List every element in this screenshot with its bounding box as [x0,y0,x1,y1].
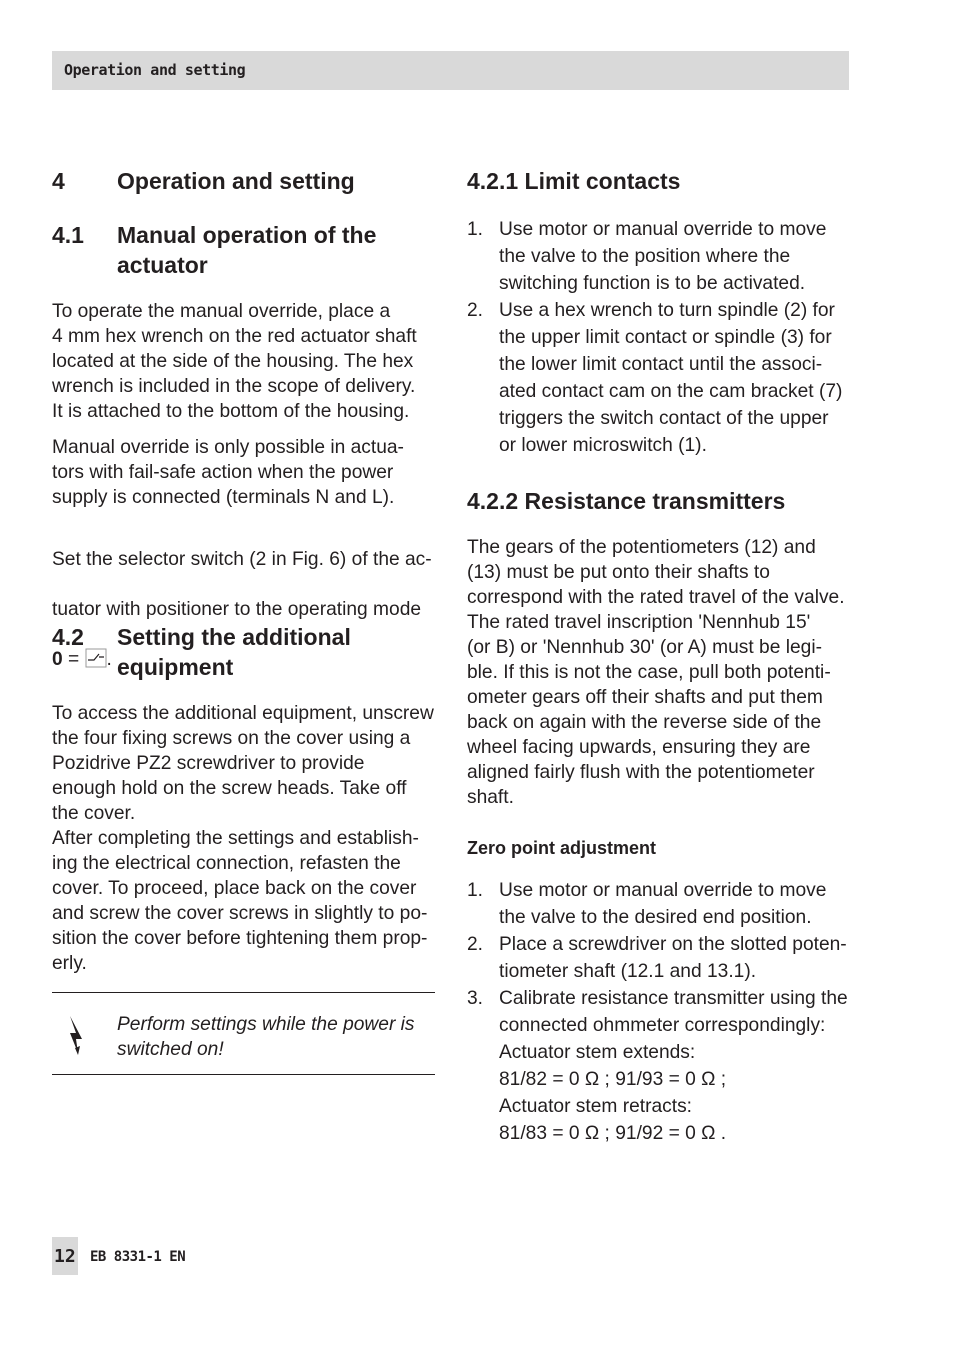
selector-line-1: Set the selector switch (2 in Fig. 6) of the ac- [52,549,432,570]
heading-text: Setting the additional equipment [117,624,351,680]
list-text: Place a screwdriver on the slotted poten- tiometer shaft (12.1 and 13.1). [499,934,847,982]
heading-4-2 [52,622,436,682]
list-text: Calibrate resistance transmitter using the connected ohmmeter correspondingly: Actuator stem extends: 81/82 = 0 Ω ; 91/93 = 0 Ω ; Actuator stem retracts: 81/83 = 0 Ω ; 91/92 = 0 Ω . [499,988,848,1144]
list-text: Use motor or manual override to move the valve to the position where the switching function is to be activated. [499,219,827,294]
document-id: EB 8331-1 EN [90,1249,186,1265]
heading-number: 4 [52,168,65,194]
heading-4-2-1: 4.2.1 Limit contacts [467,168,681,194]
heading-4-2-2: 4.2.2 Resistance transmitters [467,488,786,514]
page-number: 12 [54,1246,76,1267]
page-number-box [52,1237,78,1275]
list-number: 2. [467,300,484,321]
mode-end: . [106,649,112,670]
limit-contacts-steps [467,216,857,459]
paragraph-additional-equipment: To access the additional equipment, unscrew the four fixing screws on the cover using a Pozidrive PZ2 screwdriver to provide enough hold on the screw heads. Take off the cover. After completing the settings and establish- ing the electrical connection, refasten the cover. To proceed, place back on the cover and screw the cover screws in slightly to po- sition the cover before tightening them prop- erly. [52,703,434,974]
heading-text: Operation and setting [117,168,355,194]
heading-zero-point: Zero point adjustment [467,838,656,858]
running-header [52,51,849,90]
heading-4-1 [52,220,436,280]
list-number: 1. [467,219,484,240]
list-text: Use a hex wrench to turn spindle (2) for the upper limit contact or spindle (3) for the lower limit contact until the associ- ated contact cam on the cam bracket (7) triggers the switch contact of the upper or lower microswitch (1). [499,300,843,456]
warning-note-text: Perform settings while the power is switched on! [117,1014,415,1060]
heading-number: 4.2 [52,624,84,650]
list-item [467,985,857,1147]
note-bottom-rule [52,1074,435,1075]
running-header-title: Operation and setting [64,61,246,79]
zero-point-steps [467,877,857,1147]
paragraph-manual-override: To operate the manual override, place a 4 mm hex wrench on the red actuator shaft located at the side of the housing. The hex wrench is included in the scope of delivery. It is attached to the bottom of the housing. [52,301,417,422]
mode-equals: = [62,649,85,670]
list-number: 2. [467,934,484,955]
heading-text: Manual operation of the actuator [117,222,377,278]
list-item [467,216,857,297]
list-number: 1. [467,880,484,901]
list-item [467,297,857,459]
heading-4 [52,166,436,196]
list-item [467,877,857,931]
mode-zero: 0 [52,649,63,670]
note-top-rule [52,992,435,993]
lightning-bolt-icon [65,1015,85,1057]
list-item [467,931,857,985]
heading-number: 4.1 [52,222,84,248]
paragraph-failsafe: Manual override is only possible in actua- tors with fail-safe action when the power supply is connected (terminals N and L). [52,437,404,508]
selector-line-2: tuator with positioner to the operating mode [52,599,422,620]
paragraph-resistance: The gears of the potentiometers (12) and (13) must be put onto their shafts to correspond with the rated travel of the valve. The rated travel inscription 'Nennhub 15' (or B) or 'Nennhub 30' (or A) must be legi- ble. If this is not the case, pull both potenti- ometer gears off their shafts and put them back on again with the reverse side of the wheel facing upwards, ensuring they are aligned fairly flush with the potentiometer shaft. [467,537,845,808]
list-text: Use motor or manual override to move the valve to the desired end position. [499,880,827,928]
list-number: 3. [467,988,484,1009]
